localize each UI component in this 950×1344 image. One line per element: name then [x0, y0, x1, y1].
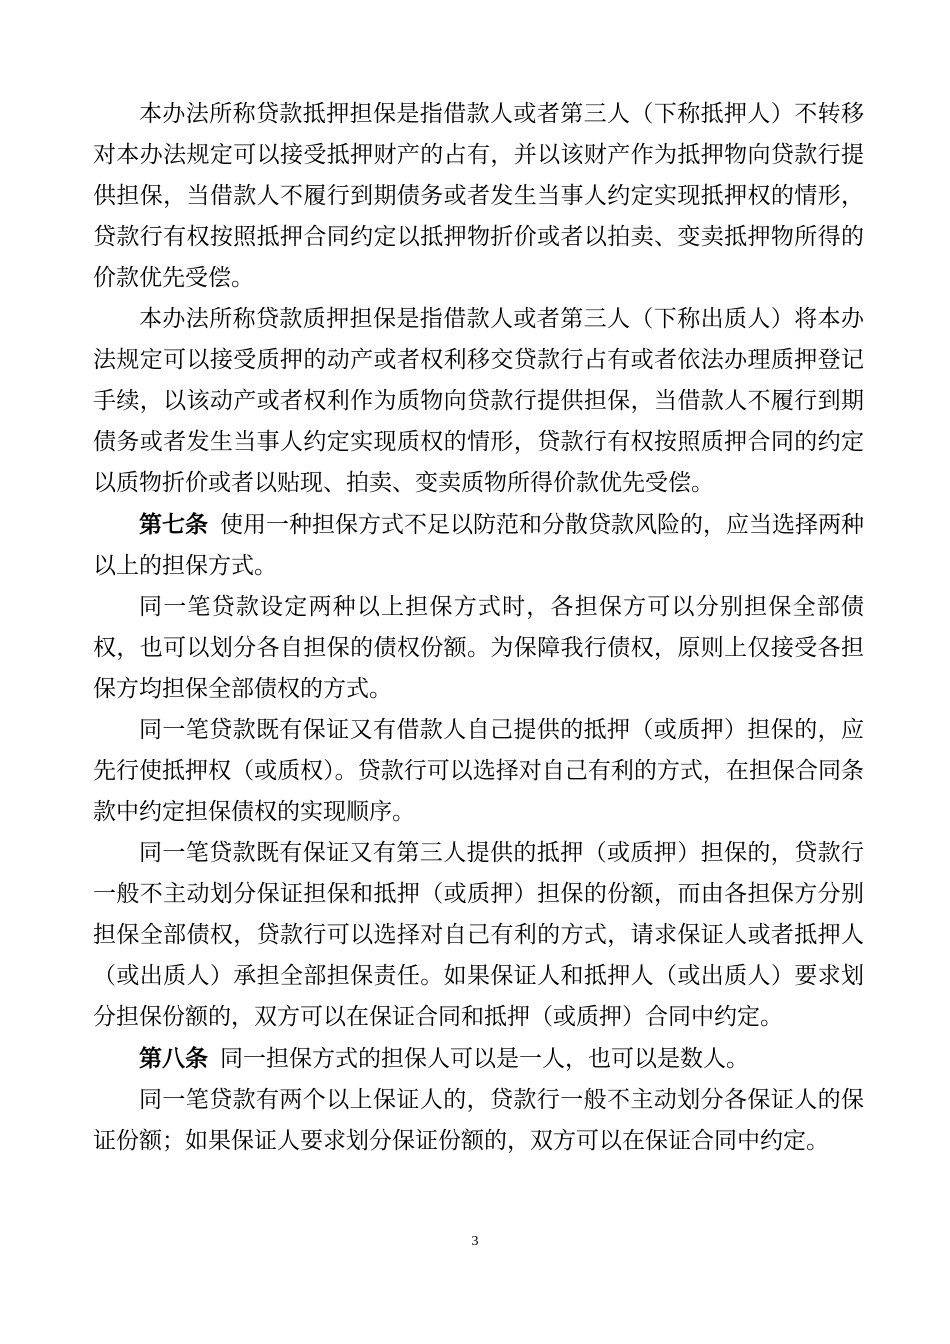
- article-heading: 第八条: [139, 1045, 208, 1072]
- paragraph-text: 同一笔贷款有两个以上保证人的，贷款行一般不主动划分各保证人的保证份额；如果保证人要求划分保证份额的，双方可以在保证合同中约定。: [93, 1087, 864, 1154]
- document-body: [93, 94, 864, 1162]
- paragraph-text: 同一担保方式的担保人可以是一人，也可以是数人。: [220, 1046, 749, 1072]
- paragraph-text: 同一笔贷款既有保证又有第三人提供的抵押（或质押）担保的，贷款行一般不主动划分保证担保和抵押（或质押）担保的份额，而由各担保方分别担保全部债权，贷款行可以选择对自己有利的方式，请求保证人或者抵押人（或出质人）承担全部担保责任。如果保证人和抵押人（或出质人）要求划分担保份额的，双方可以在保证合同和抵押（或质押）合同中约定。: [93, 840, 864, 1030]
- paragraph-multiple-guarantors: [93, 1080, 864, 1162]
- paragraph-third-party-collateral: [93, 833, 864, 1038]
- paragraph-text: 使用一种担保方式不足以防范和分散贷款风险的，应当选择两种以上的担保方式。: [93, 512, 864, 579]
- paragraph-multiple-guarantees: [93, 587, 864, 710]
- paragraph-text: 同一笔贷款设定两种以上担保方式时，各担保方可以分别担保全部债权，也可以划分各自担保的债权份额。为保障我行债权，原则上仅接受各担保方均担保全部债权的方式。: [93, 594, 864, 702]
- paragraph-article-7: [93, 504, 864, 587]
- paragraph-text: 同一笔贷款既有保证又有借款人自己提供的抵押（或质押）担保的，应先行使抵押权（或质权）。贷款行可以选择对自己有利的方式，在担保合同条款中约定担保债权的实现顺序。: [93, 717, 864, 825]
- paragraph-pledge-definition: [93, 299, 864, 504]
- paragraph-borrower-collateral: [93, 710, 864, 833]
- page-number: 3: [471, 1234, 479, 1249]
- paragraph-mortgage-definition: [93, 94, 864, 299]
- paragraph-text: 本办法所称贷款抵押担保是指借款人或者第三人（下称抵押人）不转移对本办法规定可以接受抵押财产的占有，并以该财产作为抵押物向贷款行提供担保，当借款人不履行到期债务或者发生当事人约定实现抵押权的情形，贷款行有权按照抵押合同约定以抵押物折价或者以拍卖、变卖抵押物所得的价款优先受偿。: [93, 101, 864, 291]
- article-heading: 第七条: [139, 511, 208, 538]
- paragraph-article-8: [93, 1038, 864, 1080]
- paragraph-text: 本办法所称贷款质押担保是指借款人或者第三人（下称出质人）将本办法规定可以接受质押的动产或者权利移交贷款行占有或者依法办理质押登记手续，以该动产或者权利作为质物向贷款行提供担保，当借款人不履行到期债务或者发生当事人约定实现质权的情形，贷款行有权按照质押合同的约定以质物折价或者以贴现、拍卖、变卖质物所得价款优先受偿。: [93, 306, 864, 496]
